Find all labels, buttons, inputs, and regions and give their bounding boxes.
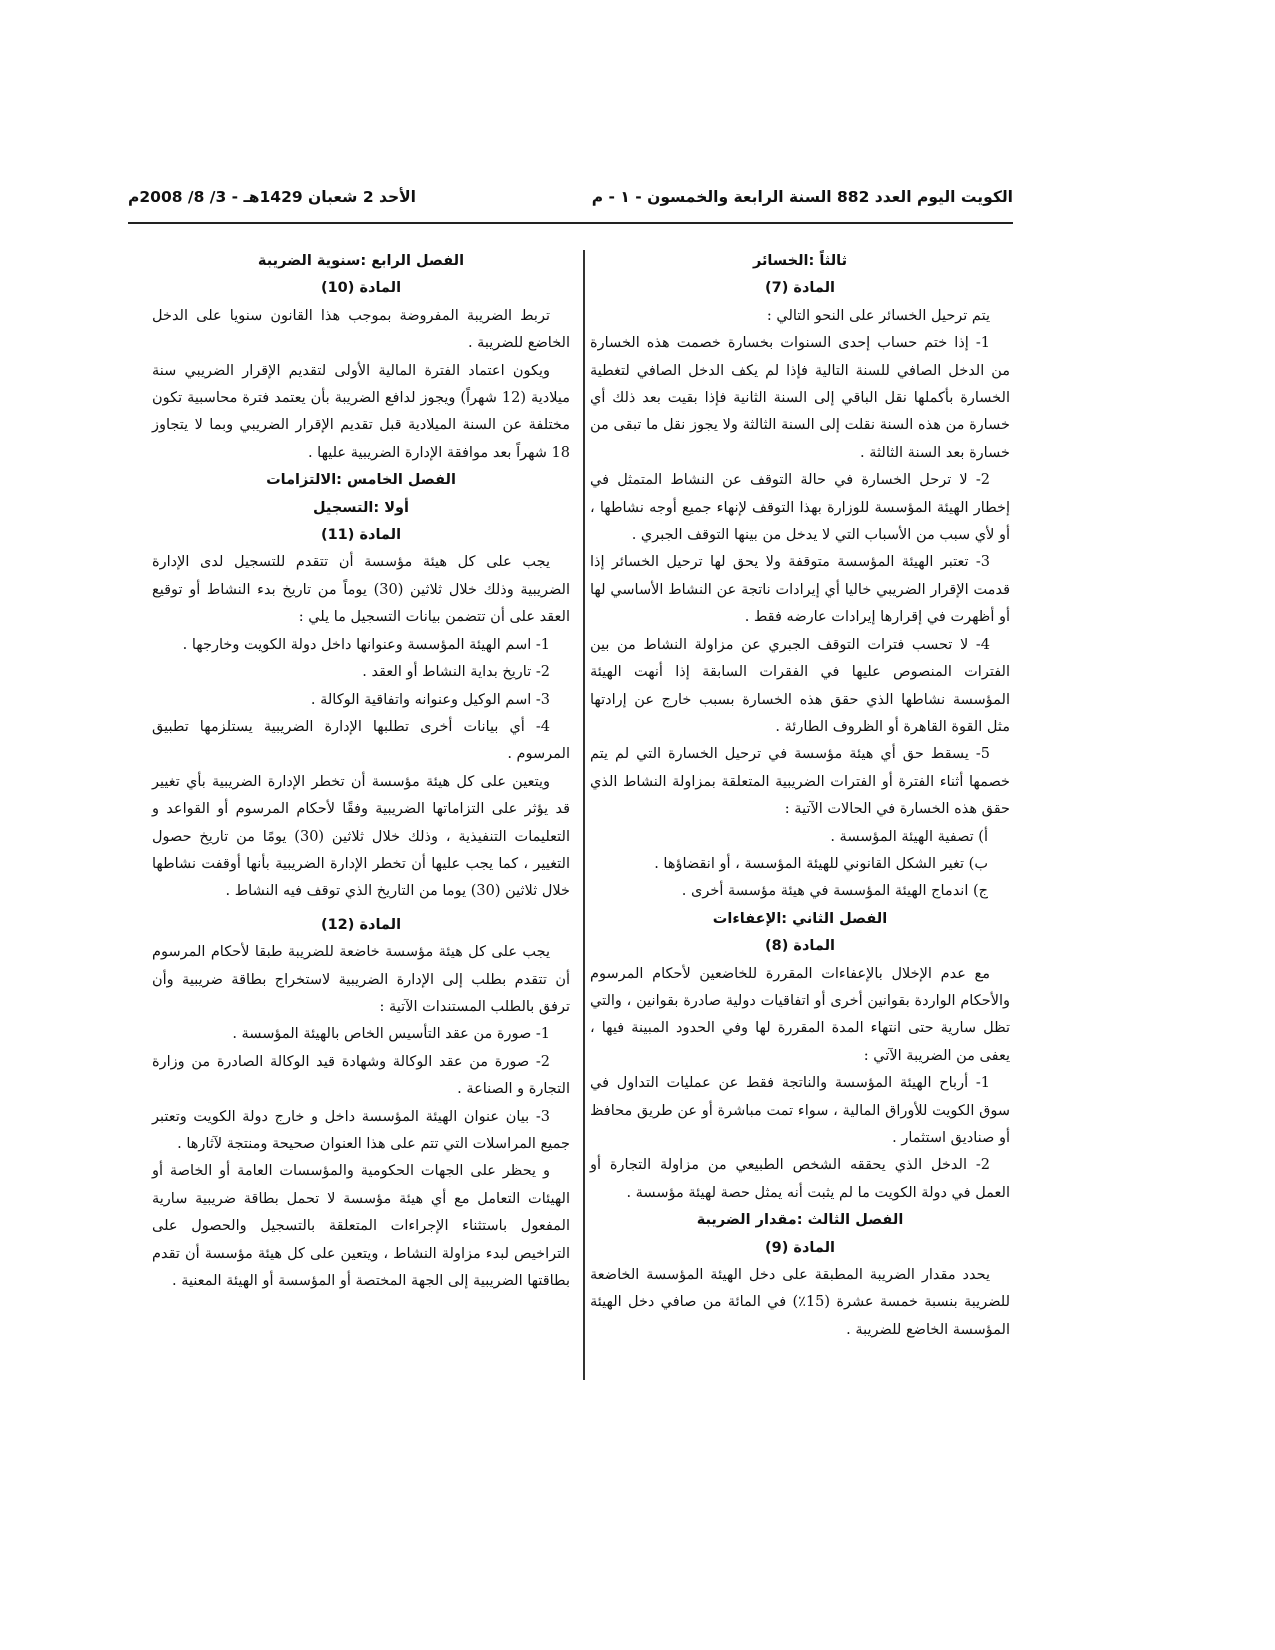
- article-8-title: المادة (8): [765, 938, 835, 955]
- article-10-para-2: ويكون اعتماد الفترة المالية الأولى لتقديم الإقرار الضريبي سنة ميلادية (12 شهراً) ويجوز لدافع الضريبة بأن يعتمد فترة محاسبية تكون مختلفة عن السنة الميلادية قبل تقديم الإقرار الضريبي وبما لا يتجاوز 18 شهراً بعد موافقة الإدارة الضريبية عليها .: [152, 362, 570, 461]
- article-11-para-2: ويتعين على كل هيئة مؤسسة أن تخطر الإدارة الضريبية بأي تغيير قد يؤثر على التزاماتها الضريبية وفقًا لأحكام المرسوم أو القواعد و التعليمات التنفيذية ، وذلك خلال ثلاثين (30) يومًا من تاريخ حصول التغيير ، كما يجب عليها أن تخطر الإدارة الضريبية بأنها أوقفت نشاطها خلال ثلاثين (30) يوما من التاريخ الذي توقف فيه النشاط .: [152, 773, 570, 900]
- registration-heading: أولا :التسجيل: [312, 499, 410, 516]
- chapter-2-heading: الفصل الثاني :الإعفاءات: [712, 910, 888, 927]
- right-column: [590, 248, 1010, 1344]
- article-11-item-1: 1- اسم الهيئة المؤسسة وعنوانها داخل دولة الكويت وخارجها .: [182, 636, 550, 653]
- gazette-date: الأحد 2 شعبان 1429هـ - 3/ 8/ 2008م: [128, 188, 417, 206]
- article-10-para-1: تربط الضريبة المفروضة بموجب هذا القانون سنويا على الدخل الخاضع للضريبة .: [152, 307, 570, 352]
- article-7-para-2: 2- لا ترحل الخسارة في حالة التوقف عن النشاط المتمثل في إخطار الهيئة المؤسسة للوزارة بهذا التوقف لإنهاء جميع أوجه نشاطها ، أو لأي سبب من الأسباب التي لا يدخل من بينها التوقف الجبري .: [590, 472, 1010, 544]
- column-divider: [583, 250, 585, 1380]
- article-11-item-4: 4- أي بيانات أخرى تطلبها الإدارة الضريبية يستلزمها تطبيق المرسوم .: [152, 718, 570, 763]
- article-7-para-4: 4- لا تحسب فترات التوقف الجبري عن مزاولة النشاط من بين الفترات المنصوص عليها في الفقرات السابقة إذا أنهت الهيئة المؤسسة نشاطها الذي حقق هذه الخسارة بسبب خارج عن إرادتها مثل القوة القاهرة أو الظروف الطارئة .: [590, 636, 1010, 735]
- article-7-case-a: أ) تصفية الهيئة المؤسسة .: [830, 828, 988, 845]
- article-12-title: المادة (12): [320, 916, 402, 933]
- article-12-item-3: 3- بيان عنوان الهيئة المؤسسة داخل و خارج دولة الكويت وتعتبر جميع المراسلات التي تتم على هذا العنوان صحيحة ومنتجة لآثارها .: [152, 1108, 570, 1152]
- left-column: [152, 248, 570, 1295]
- article-10-title: المادة (10): [320, 280, 402, 297]
- article-8-item-2: 2- الدخل الذي يحققه الشخص الطبيعي من مزاولة التجارة أو العمل في دولة الكويت ما لم يثبت أنه يمثل حصة لهيئة مؤسسة .: [590, 1157, 1010, 1201]
- article-8-item-1: 1- أرباح الهيئة المؤسسة والناتجة فقط عن عمليات التداول في سوق الكويت للأوراق المالية ، سواء تمت مباشرة أو عن طريق محافظ أو صناديق استثمار .: [590, 1075, 1010, 1146]
- article-7-intro: يتم ترحيل الخسائر على النحو التالي :: [766, 307, 990, 324]
- article-11-para: يجب على كل هيئة مؤسسة أن تتقدم للتسجيل لدى الإدارة الضريبية وذلك خلال ثلاثين (30) يوماً من تاريخ بدء النشاط أو توقيع العقد على أن تتضمن بيانات التسجيل ما يلي :: [152, 554, 570, 626]
- article-12-item-1: 1- صورة من عقد التأسيس الخاص بالهيئة المؤسسة .: [232, 1026, 550, 1043]
- chapter-5-heading: الفصل الخامس :الالتزامات: [266, 472, 456, 489]
- article-11-title: المادة (11): [320, 527, 402, 544]
- article-12-para: يجب على كل هيئة مؤسسة خاضعة للضريبة طبقا لأحكام المرسوم أن تتقدم بطلب إلى الإدارة الضريبية لاستخراج بطاقة ضريبية وأن ترفق بالطلب المستندات الآتية :: [152, 944, 570, 1015]
- article-7-title: المادة (7): [765, 280, 835, 297]
- article-9-para: يحدد مقدار الضريبة المطبقة على دخل الهيئة المؤسسة الخاضعة للضريبة بنسبة خمسة عشرة (15٪) في المائة من صافي دخل الهيئة المؤسسة الخاضع للضريبة .: [590, 1267, 1010, 1338]
- article-11-item-2: 2- تاريخ بداية النشاط أو العقد .: [362, 664, 550, 681]
- article-9-title: المادة (9): [765, 1239, 835, 1256]
- article-7-para-3: 3- تعتبر الهيئة المؤسسة متوقفة ولا يحق لها ترحيل الخسائر إذا قدمت الإقرار الضريبي خاليا أي إيرادات ناتجة عن النشاط الأساسي لها أو أظهرت في إقرارها إيرادات عارضه فقط .: [590, 554, 1010, 626]
- header-rule: [128, 222, 1013, 224]
- page-header: [128, 184, 1013, 214]
- article-7-para-1: 1- إذا ختم حساب إحدى السنوات بخسارة خصمت هذه الخسارة من الدخل الصافي للسنة التالية فإذا لم يكف الدخل الصافي لتغطية الخسارة بأكملها نقل الباقي إلى السنة الثانية فإذا بقيت بعد ذلك أي خسارة من هذه السنة نقلت إلى السنة الثالثة ولا يجوز نقل ما تبقى من خسارة بعد السنة الثالثة .: [590, 335, 1010, 461]
- article-7-case-b: ب) تغير الشكل القانوني للهيئة المؤسسة ، أو انقضاؤها .: [654, 855, 988, 872]
- article-7-para-5: 5- يسقط حق أي هيئة مؤسسة في ترحيل الخسارة التي لم يتم خصمها أثناء الفترة أو الفترات الضريبية المتعلقة بمزاولة النشاط الذي حقق هذه الخسارة في الحالات الآتية :: [590, 746, 1010, 818]
- chapter-4-heading: الفصل الرابع :سنوية الضريبة: [257, 253, 465, 269]
- article-7-case-c: ج) اندماج الهيئة المؤسسة في هيئة مؤسسة أخرى .: [681, 883, 988, 900]
- article-11-item-3: 3- اسم الوكيل وعنوانه واتفاقية الوكالة .: [310, 691, 550, 708]
- section-heading-losses: ثالثاً :الخسائر: [752, 253, 848, 269]
- article-12-para-2: و يحظر على الجهات الحكومية والمؤسسات العامة أو الخاصة أو الهيئات التعامل مع أي هيئة مؤسسة لا تحمل بطاقة ضريبية سارية المفعول باستثناء الإجراءات المتعلقة بالتسجيل والحصول على التراخيص لبدء مزاولة النشاط ، ويتعين على كل هيئة مؤسسة أن تقدم بطاقتها الضريبية إلى الجهة المختصة أو المؤسسة أو الهيئة المعنية .: [152, 1163, 570, 1290]
- gazette-issue-info: الكويت اليوم العدد 882 السنة الرابعة والخمسون - ١ - م: [591, 188, 1013, 206]
- article-8-para: مع عدم الإخلال بالإعفاءات المقررة للخاضعين لأحكام المرسوم والأحكام الواردة بقوانين أخرى أو اتفاقيات دولية صادرة بقوانين ، والتي تظل سارية حتى انتهاء المدة المقررة لها وفي الحدود المبينة فيها ، يعفى من الضريبة الآتي :: [590, 965, 1010, 1064]
- article-12-item-2: 2- صورة من عقد الوكالة وشهادة قيد الوكالة الصادرة من وزارة التجارة و الصناعة .: [152, 1053, 570, 1098]
- chapter-3-heading: الفصل الثالث :مقدار الضريبة: [696, 1212, 904, 1229]
